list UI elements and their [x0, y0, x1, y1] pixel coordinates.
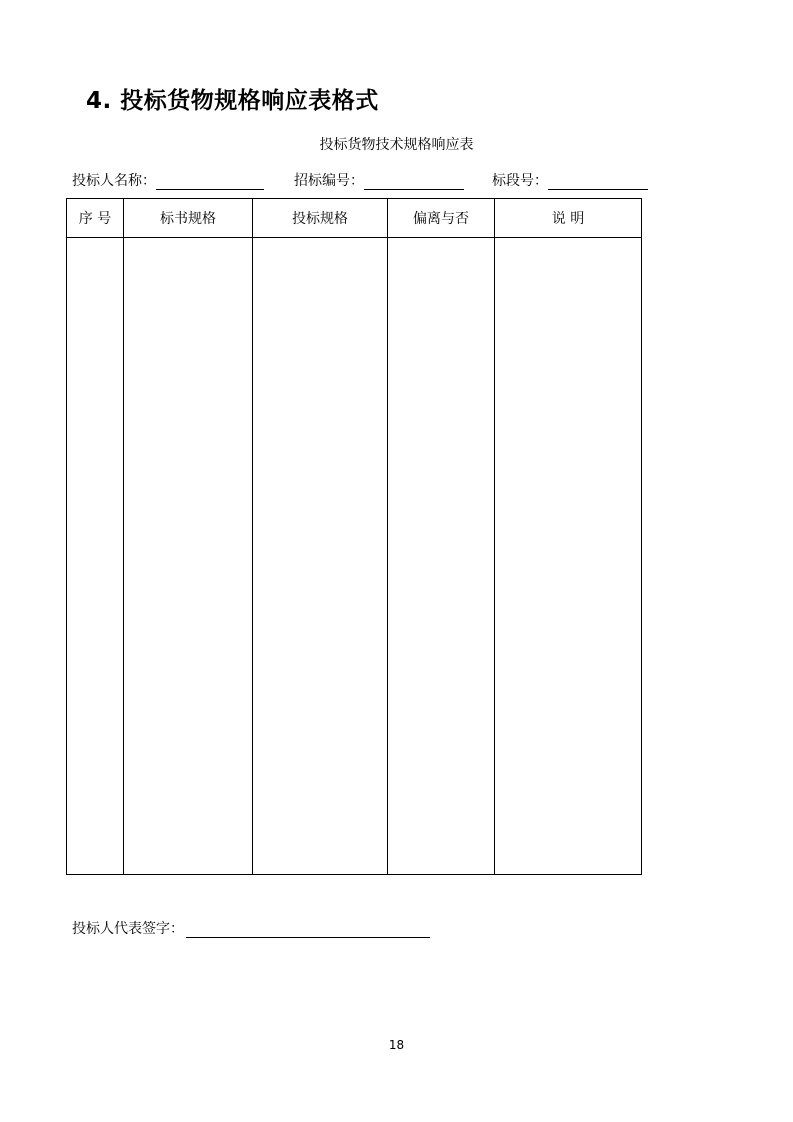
table-cell-4[interactable]: [495, 238, 642, 875]
table-row: [67, 238, 642, 875]
table-header-cell-2: 投标规格: [253, 199, 388, 238]
field-section-number-label: 标段号：: [492, 173, 548, 189]
table-header-row: [67, 199, 642, 238]
field-bidder-name-input[interactable]: [156, 174, 264, 190]
form-fields-row: [72, 170, 692, 190]
field-section-number: [492, 170, 648, 190]
table-cell-3[interactable]: [388, 238, 495, 875]
table-cell-0[interactable]: [67, 238, 124, 875]
table-header-cell-4: 说 明: [495, 199, 642, 238]
field-section-number-input[interactable]: [548, 174, 648, 190]
table-header-cell-3: 偏离与否: [388, 199, 495, 238]
signature-field: [72, 918, 430, 938]
table-caption: 投标货物技术规格响应表: [319, 137, 474, 153]
table-header-cell-1: 标书规格: [124, 199, 253, 238]
field-tender-number-input[interactable]: [364, 174, 464, 190]
table-cell-1[interactable]: [124, 238, 253, 875]
field-tender-number-label: 招标编号：: [294, 173, 364, 189]
signature-label: 投标人代表签字：: [72, 921, 184, 937]
signature-input[interactable]: [186, 922, 430, 938]
page-title: 4. 投标货物规格响应表格式: [86, 88, 379, 114]
field-bidder-name-label: 投标人名称：: [72, 173, 156, 189]
page-number: 18: [388, 1038, 405, 1052]
table-cell-2[interactable]: [253, 238, 388, 875]
spec-response-table: [66, 198, 642, 875]
table-header-cell-0: 序 号: [67, 199, 124, 238]
field-tender-number: [294, 170, 464, 190]
field-bidder-name: [72, 170, 264, 190]
